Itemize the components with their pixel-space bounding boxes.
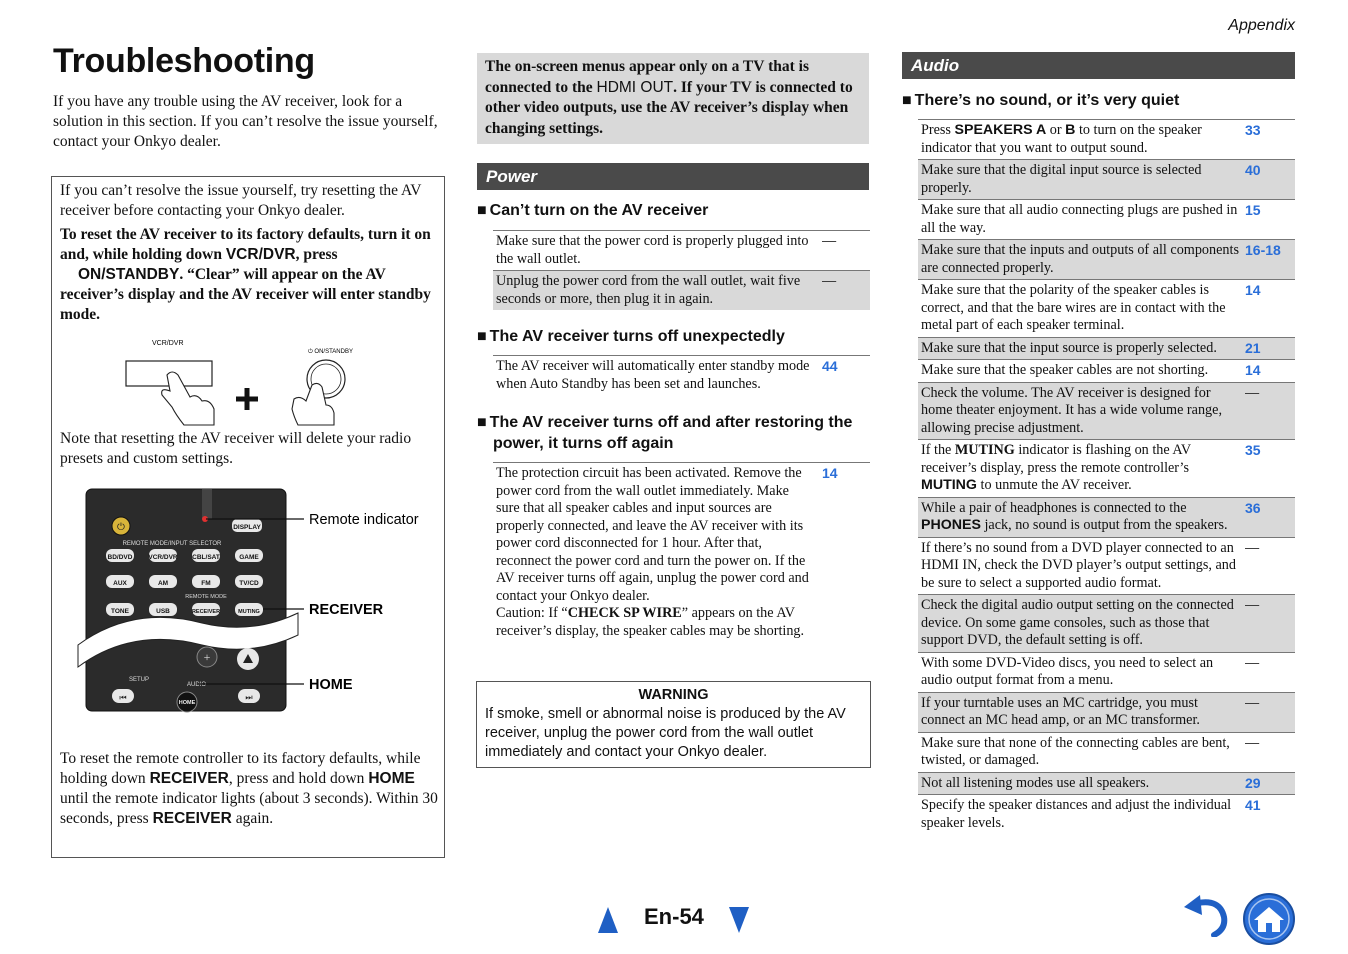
page-ref: —: [1245, 654, 1260, 671]
power-question-3: ■ The AV receiver turns off and after restoring the power, it turns off again: [477, 414, 853, 452]
intro-text: If you have any trouble using the AV receiver, look for a solution in this section. If you can’t resolve the issue yourself, contact your Onkyo dealer.: [53, 93, 438, 150]
warning-text: If smoke, smell or abnormal noise is produced by the AV receiver, unplug the power cord from the wall outlet immediately and contact your Onkyo dealer.: [485, 706, 846, 760]
remote-btn-label: USB: [156, 608, 170, 615]
power-q2-table: [493, 355, 870, 395]
remote-btn-label: GAME: [239, 554, 259, 561]
remote-btn-label: AUX: [113, 580, 127, 587]
page-ref-link[interactable]: 16-18: [1245, 242, 1281, 258]
section-bar-power: Power: [477, 163, 869, 190]
square-bullet-icon: ■: [902, 92, 912, 109]
table-row: [918, 280, 1295, 338]
page-ref-link[interactable]: 44: [822, 358, 838, 374]
prev-page-arrow-icon[interactable]: [596, 905, 620, 935]
page-ref: —: [1245, 734, 1260, 751]
table-row: [918, 240, 1295, 280]
table-row: [918, 595, 1295, 653]
warning-title: WARNING: [638, 687, 709, 703]
solution-text: Make sure that the digital input source is selected properly.: [921, 162, 1202, 196]
table-row: [918, 732, 1295, 772]
setup-label: SETUP: [129, 677, 150, 683]
page-ref: —: [1245, 384, 1260, 401]
table-row: [493, 231, 870, 271]
next-page-arrow-icon[interactable]: [727, 905, 751, 935]
on-screen-menu-note: The on-screen menus appear only on a TV that is connected to the HDMI OUT. If your TV is connected to other video outputs, use the AV receiver’s display when changing settings.: [477, 53, 869, 144]
solution-text: If your turntable uses an MC cartridge, you must connect an MC head amp, or an MC transformer.: [921, 694, 1200, 728]
reset-intro: If you can’t resolve the issue yourself, try resetting the AV receiver before contacting your Onkyo dealer.: [60, 182, 422, 219]
page-ref-link[interactable]: 35: [1245, 442, 1261, 458]
power-q1-table: [493, 230, 870, 310]
audio-table: [918, 119, 1295, 834]
solution-text: Make sure that all audio connecting plugs are pushed in all the way.: [921, 202, 1238, 236]
callout-receiver: RECEIVER: [309, 602, 384, 618]
remote-antenna: [202, 489, 212, 519]
display-button-label: DISPLAY: [233, 524, 261, 531]
page-number: En-54: [644, 904, 704, 929]
table-row: [918, 692, 1295, 732]
solution-text: If the MUTING indicator is flashing on the AV receiver’s display, press the remote controller’s MUTING to unmute the AV receiver.: [921, 442, 1191, 493]
audio-label: AUDIO: [187, 682, 207, 688]
square-bullet-icon: ■: [477, 328, 487, 345]
page-ref: —: [1245, 539, 1260, 556]
table-row: [918, 360, 1295, 383]
solution-text: With some DVD-Video discs, you need to select an audio output format from a menu.: [921, 654, 1214, 688]
page-ref-link[interactable]: 14: [1245, 282, 1261, 298]
solution-text: While a pair of headphones is connected to the PHONES jack, no sound is output from the speakers.: [921, 499, 1228, 533]
callout-home: HOME: [309, 677, 353, 693]
solution-text: Check the digital audio output setting on the connected device. On some game consoles, such as those that support DVD, the default setting is off.: [921, 597, 1234, 648]
remote-btn-label: TV/CD: [239, 580, 259, 587]
table-row: [918, 772, 1295, 795]
next-icon: ⏭: [245, 693, 253, 702]
table-row: [918, 120, 1295, 160]
solution-text: The AV receiver will automatically enter standby mode when Auto Standby has been set and launches.: [496, 358, 810, 392]
table-row: [918, 200, 1295, 240]
page-ref-link[interactable]: 29: [1245, 774, 1261, 791]
page-ref: —: [1245, 694, 1260, 711]
square-bullet-icon: ■: [477, 202, 487, 219]
remote-btn-label: CBL/SAT: [192, 554, 220, 561]
remote-btn-label: RECEIVER: [191, 609, 221, 615]
power-glyph: ⏻: [117, 522, 125, 533]
remote-figure: [72, 485, 442, 715]
remote-btn-label: VCR/DVR: [148, 554, 178, 561]
table-row: [918, 160, 1295, 200]
solution-text: Check the volume. The AV receiver is designed for home theater enjoyment. It has a wide volume range, allowing precise adjustment.: [921, 384, 1222, 436]
home-button-label: HOME: [178, 700, 196, 706]
table-row: [493, 463, 870, 643]
home-icon[interactable]: [1242, 892, 1296, 946]
back-arrow-icon[interactable]: [1180, 895, 1230, 937]
power-q3-table: [493, 462, 870, 642]
section-label: Appendix: [1228, 17, 1295, 34]
remote-mode-sublabel: REMOTE MODE: [185, 594, 227, 600]
table-row: [918, 497, 1295, 537]
page-ref-link[interactable]: 36: [1245, 499, 1261, 516]
page-title: Troubleshooting: [53, 42, 315, 80]
table-row: [493, 356, 870, 396]
vcr-dvr-label: VCR/DVR: [152, 340, 184, 347]
page-ref-link[interactable]: 41: [1245, 797, 1261, 813]
reset-button-figure: [112, 335, 362, 430]
table-row: [918, 382, 1295, 440]
remote-btn-label: MUTING: [238, 609, 260, 615]
solution-text: Specify the speaker distances and adjust the individual speaker levels.: [921, 797, 1232, 831]
remote-btn-label: TONE: [111, 608, 129, 615]
plus-glyph: +: [203, 650, 211, 664]
solution-text: The protection circuit has been activated. Remove the power cord from the wall outlet immediately. Make sure that all speaker cables and input sources are properly connected, and leave the AV receiver with its power cord disconnected for 1 hour. After that, reconnect the power cord and turn the power on. If the AV receiver turns off again, unplug the power cord and contact your Onkyo dealer. Caution: If “CHECK SP WIRE” appears on the AV receiver’s display, the speaker cables may be shorting.: [496, 465, 809, 639]
warning-box: [476, 681, 871, 768]
page-ref-link[interactable]: 21: [1245, 339, 1261, 356]
solution-text: Make sure that the polarity of the speaker cables is correct, and that the bare wires are in contact with the metal part of each speaker terminal.: [921, 282, 1226, 333]
solution-text: Make sure that the input source is properly selected.: [921, 339, 1217, 356]
page-ref: —: [822, 273, 837, 289]
page-ref: —: [1245, 597, 1260, 613]
remote-btn-label: BD/DVD: [107, 554, 133, 561]
solution-text: Not all listening modes use all speakers.: [921, 774, 1150, 791]
callout-remote-indicator: Remote indicator: [309, 512, 419, 528]
on-standby-label: ⏻ ON/STANDBY: [308, 349, 353, 355]
reset-instructions-box: [51, 176, 445, 858]
remote-reset-instructions: To reset the remote controller to its factory defaults, while holding down RECEIVER, press and hold down HOME until the remote indicator lights (about 3 seconds). Within 30 seconds, press RECEIVER again.: [60, 750, 438, 827]
square-bullet-icon: ■: [477, 414, 487, 431]
table-row: [918, 795, 1295, 835]
table-row: [918, 337, 1295, 360]
table-row: [918, 537, 1295, 595]
remote-btn-label: AM: [157, 580, 169, 587]
solution-text: Make sure that none of the connecting cables are bent, twisted, or damaged.: [921, 734, 1230, 768]
solution-text: Make sure that the inputs and outputs of all components are connected properly.: [921, 242, 1239, 276]
page-ref: —: [822, 233, 837, 249]
solution-text: Unplug the power cord from the wall outlet, wait five seconds or more, then plug it in again.: [496, 273, 801, 307]
audio-question: ■ There’s no sound, or it’s very quiet: [902, 92, 1180, 109]
remote-btn-label: FM: [201, 580, 211, 587]
solution-text: Press SPEAKERS A or B to turn on the speaker indicator that you want to output sound.: [921, 122, 1202, 156]
page-ref-link[interactable]: 14: [1245, 362, 1261, 378]
solution-text: If there’s no sound from a DVD player connected to an HDMI IN, check the DVD player’s output settings, and be sure to select a supported audio format.: [921, 539, 1236, 591]
page-ref-link[interactable]: 14: [822, 465, 838, 481]
prev-icon: ⏮: [119, 693, 127, 702]
page-ref-link[interactable]: 40: [1245, 162, 1261, 178]
remote-mode-label: REMOTE MODE/INPUT SELECTOR: [122, 541, 222, 547]
plus-icon: [236, 388, 258, 410]
page-ref-link[interactable]: 15: [1245, 202, 1261, 218]
reset-note: Note that resetting the AV receiver will delete your radio presets and custom settings.: [60, 430, 412, 467]
page-ref-link[interactable]: 33: [1245, 122, 1261, 138]
power-question-2: ■ The AV receiver turns off unexpectedly: [477, 328, 785, 345]
power-question-1: ■ Can’t turn on the AV receiver: [477, 202, 709, 219]
reset-receiver-instructions: To reset the AV receiver to its factory defaults, turn it on and, while holding down VCR/DVR, press ON/STANDBY. “Clear” will appear on the AV receiver’s display and the AV receiver will enter standby mode.: [60, 226, 431, 323]
section-bar-audio: Audio: [902, 52, 1295, 79]
table-row: [493, 271, 870, 311]
solution-text: Make sure that the speaker cables are not shorting.: [921, 362, 1209, 378]
solution-text: Make sure that the power cord is properly plugged into the wall outlet.: [496, 233, 809, 267]
table-row: [918, 440, 1295, 498]
table-row: [918, 652, 1295, 692]
